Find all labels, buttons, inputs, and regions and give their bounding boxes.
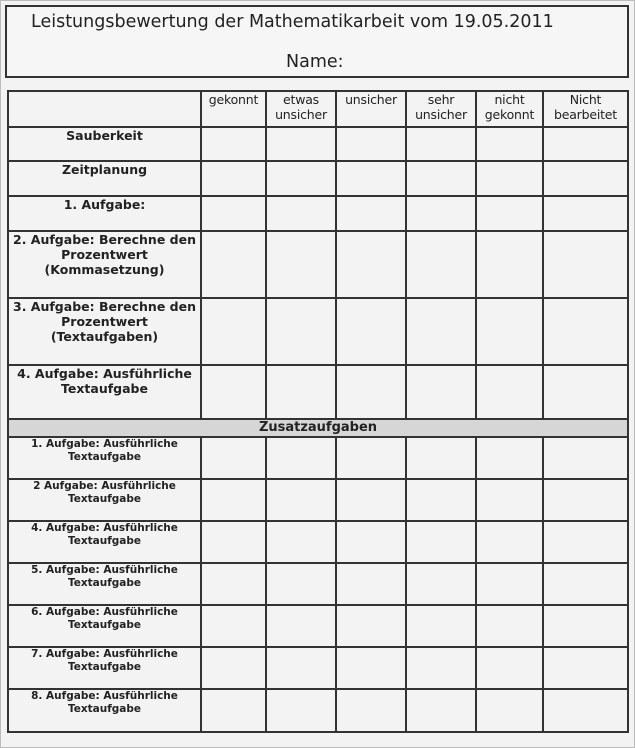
rating-cell[interactable] — [336, 689, 406, 732]
rating-cell[interactable] — [266, 563, 336, 605]
title-box — [5, 5, 629, 78]
rating-cell[interactable] — [406, 196, 476, 231]
rating-cell[interactable] — [336, 231, 406, 298]
rating-cell[interactable] — [406, 563, 476, 605]
rating-cell[interactable] — [543, 563, 628, 605]
rating-cell[interactable] — [336, 647, 406, 689]
row-label: Sauberkeit — [8, 127, 201, 161]
rating-cell[interactable] — [476, 563, 543, 605]
rating-cell[interactable] — [476, 605, 543, 647]
section-row — [8, 419, 628, 437]
rating-cell[interactable] — [201, 127, 266, 161]
column-header: gekonnt — [201, 91, 266, 127]
column-header: unsicher — [336, 91, 406, 127]
rating-cell[interactable] — [543, 437, 628, 479]
rating-cell[interactable] — [266, 231, 336, 298]
rating-cell[interactable] — [476, 161, 543, 196]
rating-cell[interactable] — [406, 605, 476, 647]
table-row — [8, 231, 628, 298]
table-row — [8, 647, 628, 689]
rating-cell[interactable] — [336, 127, 406, 161]
name-label: Name: — [286, 52, 344, 72]
rating-cell[interactable] — [543, 298, 628, 365]
rating-cell[interactable] — [201, 563, 266, 605]
section-header: Zusatzaufgaben — [8, 419, 628, 437]
rating-cell[interactable] — [406, 437, 476, 479]
row-label: 7. Aufgabe: Ausführliche Textaufgabe — [8, 647, 201, 689]
table-row — [8, 479, 628, 521]
column-header: etwas unsicher — [266, 91, 336, 127]
table-row — [8, 127, 628, 161]
table-row — [8, 161, 628, 196]
table-row — [8, 521, 628, 563]
rating-cell[interactable] — [266, 521, 336, 563]
row-label: 2 Aufgabe: Ausführliche Textaufgabe — [8, 479, 201, 521]
rating-cell[interactable] — [266, 437, 336, 479]
rating-cell[interactable] — [266, 298, 336, 365]
column-header: sehr unsicher — [406, 91, 476, 127]
rating-cell[interactable] — [201, 605, 266, 647]
table-row — [8, 605, 628, 647]
rating-cell[interactable] — [543, 479, 628, 521]
rating-cell[interactable] — [201, 689, 266, 732]
rating-cell[interactable] — [266, 196, 336, 231]
rating-cell[interactable] — [476, 689, 543, 732]
column-header: Nicht bearbeitet — [543, 91, 628, 127]
row-label: 6. Aufgabe: Ausführliche Textaufgabe — [8, 605, 201, 647]
rating-cell[interactable] — [201, 161, 266, 196]
header-row — [8, 91, 628, 127]
row-label: 4. Aufgabe: Ausführliche Textaufgabe — [8, 521, 201, 563]
table-row — [8, 365, 628, 419]
rating-cell[interactable] — [543, 605, 628, 647]
rating-cell[interactable] — [476, 365, 543, 419]
rating-cell[interactable] — [266, 161, 336, 196]
table-row — [8, 437, 628, 479]
rating-cell[interactable] — [543, 127, 628, 161]
table-row — [8, 563, 628, 605]
rating-cell[interactable] — [336, 437, 406, 479]
rating-cell[interactable] — [336, 563, 406, 605]
rating-cell[interactable] — [266, 689, 336, 732]
table-row — [8, 196, 628, 231]
rating-cell[interactable] — [476, 196, 543, 231]
rating-cell[interactable] — [543, 689, 628, 732]
rating-cell[interactable] — [266, 479, 336, 521]
rating-cell[interactable] — [406, 298, 476, 365]
rating-cell[interactable] — [543, 521, 628, 563]
rating-cell[interactable] — [543, 365, 628, 419]
rating-cell[interactable] — [336, 298, 406, 365]
row-label: 8. Aufgabe: Ausführliche Textaufgabe — [8, 689, 201, 732]
rating-cell[interactable] — [336, 196, 406, 231]
rating-cell[interactable] — [476, 127, 543, 161]
row-label: Zeitplanung — [8, 161, 201, 196]
rating-cell[interactable] — [476, 231, 543, 298]
row-label: 1. Aufgabe: — [8, 196, 201, 231]
evaluation-table — [7, 90, 629, 733]
rating-cell[interactable] — [266, 365, 336, 419]
rating-cell[interactable] — [201, 196, 266, 231]
rating-cell[interactable] — [201, 647, 266, 689]
row-label: 2. Aufgabe: Berechne den Prozentwert (Kommasetzung) — [8, 231, 201, 298]
rating-cell[interactable] — [476, 437, 543, 479]
rating-cell[interactable] — [476, 521, 543, 563]
rating-cell[interactable] — [336, 365, 406, 419]
document-title: Leistungsbewertung der Mathematikarbeit vom 19.05.2011 — [31, 12, 554, 32]
rating-cell[interactable] — [201, 365, 266, 419]
row-label: 1. Aufgabe: Ausführliche Textaufgabe — [8, 437, 201, 479]
rating-cell[interactable] — [543, 161, 628, 196]
rating-cell[interactable] — [201, 231, 266, 298]
rating-cell[interactable] — [406, 161, 476, 196]
rating-cell[interactable] — [336, 605, 406, 647]
rating-cell[interactable] — [201, 479, 266, 521]
rating-cell[interactable] — [476, 298, 543, 365]
column-header: nicht gekonnt — [476, 91, 543, 127]
rating-cell[interactable] — [476, 647, 543, 689]
rating-cell[interactable] — [476, 479, 543, 521]
rating-cell[interactable] — [406, 647, 476, 689]
rating-cell[interactable] — [201, 521, 266, 563]
rating-cell[interactable] — [406, 689, 476, 732]
rating-cell[interactable] — [543, 231, 628, 298]
rating-cell[interactable] — [266, 127, 336, 161]
rating-cell[interactable] — [406, 365, 476, 419]
rating-cell[interactable] — [201, 437, 266, 479]
rating-cell[interactable] — [406, 479, 476, 521]
rating-cell[interactable] — [266, 647, 336, 689]
rating-cell[interactable] — [266, 605, 336, 647]
table-row — [8, 298, 628, 365]
rating-cell[interactable] — [543, 647, 628, 689]
rating-cell[interactable] — [406, 521, 476, 563]
row-label: 5. Aufgabe: Ausführliche Textaufgabe — [8, 563, 201, 605]
table-row — [8, 689, 628, 732]
rating-cell[interactable] — [336, 161, 406, 196]
rating-cell[interactable] — [336, 479, 406, 521]
header-empty-cell — [8, 91, 201, 127]
rating-cell[interactable] — [543, 196, 628, 231]
rating-cell[interactable] — [406, 127, 476, 161]
row-label: 4. Aufgabe: Ausführliche Textaufgabe — [8, 365, 201, 419]
row-label: 3. Aufgabe: Berechne den Prozentwert (Textaufgaben) — [8, 298, 201, 365]
rating-cell[interactable] — [406, 231, 476, 298]
rating-cell[interactable] — [201, 298, 266, 365]
rating-cell[interactable] — [336, 521, 406, 563]
